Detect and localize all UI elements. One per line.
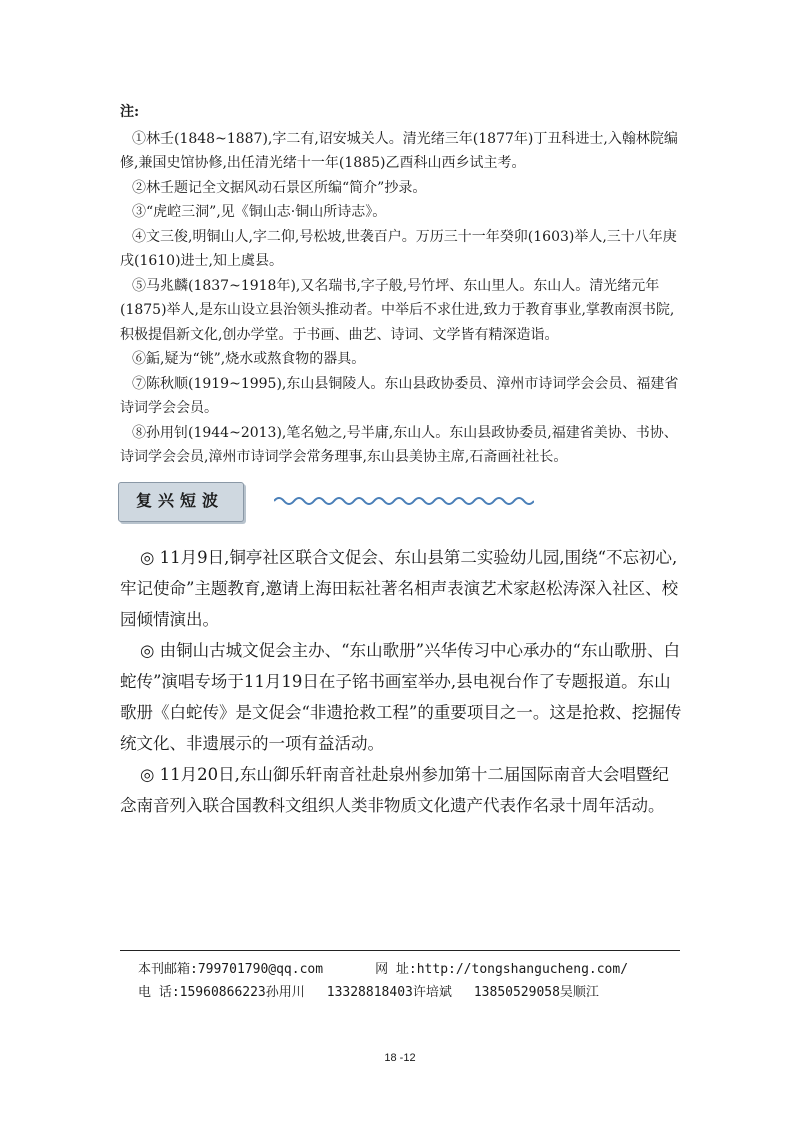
footer-divider xyxy=(120,950,680,951)
phone-3: 13850529058吴顺江 xyxy=(473,985,599,1000)
note-item-1: ①林壬(1848~1887),字二有,诏安城关人。清光绪三年(1877年)丁丑科进士,入翰林院编修,兼国史馆协修,出任清光绪十一年(1885)乙酉科山西乡试主考。 xyxy=(120,130,678,171)
notes-label: 注: xyxy=(120,104,140,120)
note-item-6: ⑥銗,疑为“铫”,烧水或熬食物的器具。 xyxy=(132,351,366,367)
page-number: 18 -12 xyxy=(384,1052,416,1064)
section-title: 复兴短波 xyxy=(135,491,224,510)
email-label: 本刊邮箱: xyxy=(138,962,198,977)
note-item-8: ⑧孙用钊(1944~2013),笔名勉之,号半庸,东山人。东山县政协委员,福建省美协、书协、诗词学会会员,漳州市诗词学会常务理事,东山县美协主席,石斋画社社长。 xyxy=(120,424,678,465)
footer xyxy=(138,958,628,1004)
news-item-1: ◎ 11月9日,铜亭社区联合文促会、东山县第二实验幼儿园,围绕“不忘初心,牢记使命”主题教育,邀请上海田耘社著名相声表演艺术家赵松涛深入社区、校园倾情演出。 xyxy=(120,548,679,629)
note-item-5: ⑤马兆麟(1837~1918年),又名瑞书,字子般,号竹坪、东山里人。东山人。清光绪元年(1875)举人,是东山设立县治领头推动者。中举后不求仕进,致力于教育事业,掌教南溟书院,积极提倡新文化,创办学堂。于书画、曲艺、诗词、文学皆有精深造诣。 xyxy=(120,277,675,343)
phone-label: 电 话: xyxy=(138,985,180,1000)
section-header xyxy=(118,482,538,522)
note-item-7: ⑦陈秋顺(1919~1995),东山县铜陵人。东山县政协委员、漳州市诗词学会会员、福建省诗词学会会员。 xyxy=(120,375,679,416)
footer-phone-row xyxy=(138,981,628,1004)
notes-section xyxy=(120,100,685,470)
site-label: 网 址: xyxy=(375,962,417,977)
note-item-4: ④文三俊,明铜山人,字二仰,号松坡,世袭百户。万历三十一年癸卯(1603)举人,三十八年庚戌(1610)进士,知上虞县。 xyxy=(120,228,677,269)
email-link[interactable]: 799701790@qq.com xyxy=(197,962,324,977)
site-link[interactable]: http://tongshangucheng.com/ xyxy=(416,962,629,977)
note-item-2: ②林壬题记全文据风动石景区所编“简介”抄录。 xyxy=(132,179,427,196)
footer-contact-row xyxy=(138,958,628,981)
phone-1: 15960866223孙用川 xyxy=(179,985,305,1000)
wave-divider-icon xyxy=(274,490,534,512)
phone-2: 13328818403许培斌 xyxy=(326,985,452,1000)
note-item-3: ③“虎崆三洞”,见《铜山志·铜山所诗志》。 xyxy=(132,204,387,220)
news-section xyxy=(120,542,685,821)
news-item-3: ◎ 11月20日,东山御乐轩南音社赴泉州参加第十二届国际南音大会唱暨纪念南音列入联合国教科文组织人类非物质文化遗产代表作名录十周年活动。 xyxy=(120,765,669,815)
news-item-2: ◎ 由铜山古城文促会主办、“东山歌册”兴华传习中心承办的“东山歌册、白蛇传”演唱专场于11月19日在子铭书画室举办,县电视台作了专题报道。东山歌册《白蛇传》是文促会“非遗抢救工程”的重要项目之一。这是抢救、挖掘传统文化、非遗展示的一项有益活动。 xyxy=(120,641,682,753)
